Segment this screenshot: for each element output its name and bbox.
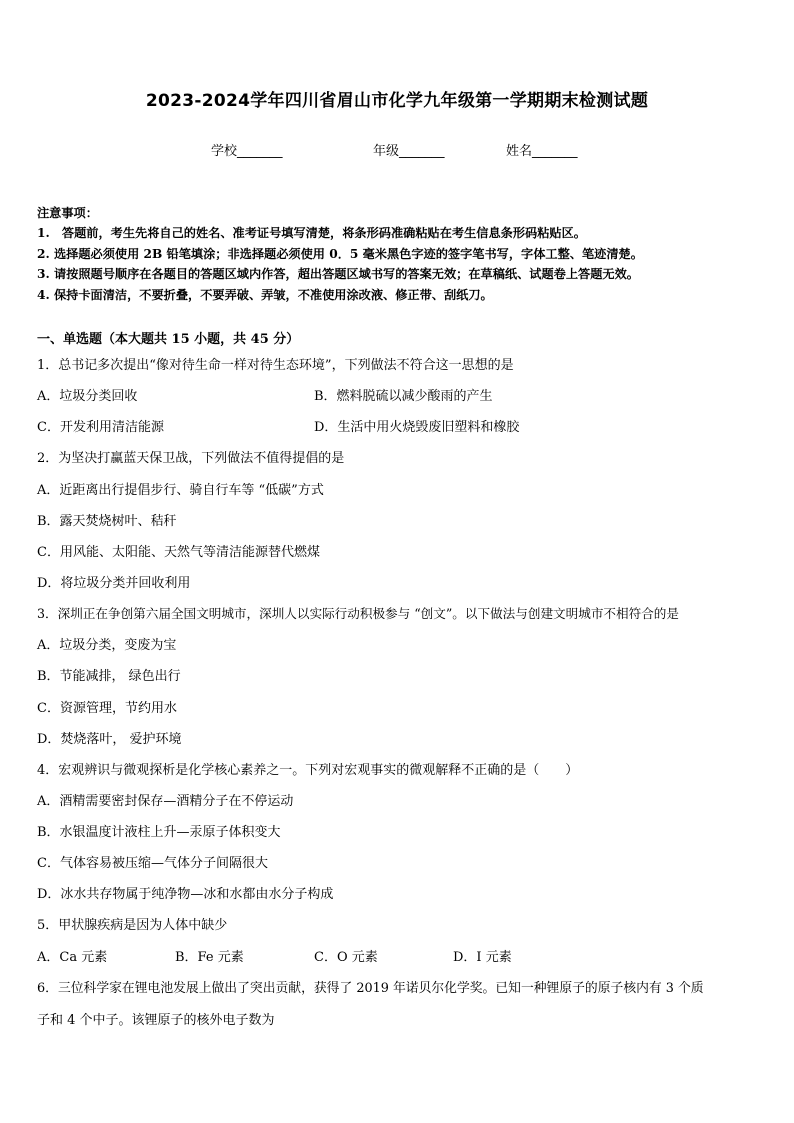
note-item: 1. 答题前，考生先将自己的姓名、准考证号填写清楚，将条形码准确粘贴在考生信息条形码粘贴区。 [37,226,586,240]
option-a: A．近距离出行提倡步行、骑自行车等 “低碳”方式 [37,483,324,498]
option-c: C．O 元素 [314,950,378,965]
option-a: A．垃圾分类，变废为宝 [37,638,177,653]
question-stem: 2．为坚决打赢蓝天保卫战，下列做法不值得提倡的是 [37,451,345,466]
option-b: B．水银温度计液柱上升—汞原子体积变大 [37,825,281,840]
school-field: 学校_______ [211,144,283,159]
question-stem-continued: 子和 4 个中子。该锂原子的核外电子数为 [37,1013,275,1028]
question-stem: 1．总书记多次提出“像对待生命一样对待生态环境”，下列做法不符合这一思想的是 [37,358,514,373]
question-stem: 4．宏观辨识与微观探析是化学核心素养之一。下列对宏观事实的微观解释不正确的是（ ） [37,763,579,778]
option-d: D．将垃圾分类并回收利用 [37,576,191,591]
option-c: C．资源管理，节约用水 [37,701,177,716]
option-d: D．I 元素 [453,950,512,965]
grade-field: 年级_______ [373,144,445,159]
option-d: D．生活中用火烧毁废旧塑料和橡胶 [314,420,520,435]
note-item: 3. 请按照题号顺序在各题目的答题区域内作答，超出答题区域书写的答案无效；在草稿纸、试题卷上答题无效。 [37,267,639,281]
option-c: C．用风能、太阳能、天然气等清洁能源替代燃煤 [37,545,320,560]
page-title: 2023-2024学年四川省眉山市化学九年级第一学期期末检测试题 [145,91,649,111]
option-d: D．冰水共存物属于纯净物—冰和水都由水分子构成 [37,887,334,902]
option-b: B．Fe 元素 [175,950,244,965]
option-a: A．垃圾分类回收 [37,389,138,404]
option-c: C．开发利用清洁能源 [37,420,164,435]
option-b: B．燃料脱硫以减少酸雨的产生 [314,389,493,404]
question-stem: 6．三位科学家在锂电池发展上做出了突出贡献，获得了 2019 年诺贝尔化学奖。已知一种锂原子的原子核内有 3 个质 [37,981,704,996]
notes-heading: 注意事项： [37,206,98,220]
section-heading: 一、单选题（本大题共 15 小题，共 45 分） [37,332,300,347]
option-a: A．酒精需要密封保存—酒精分子在不停运动 [37,794,294,809]
name-field: 姓名_______ [506,144,578,159]
note-item: 2. 选择题必须使用 2B 铅笔填涂；非选择题必须使用 0．5 毫米黑色字迹的签字笔书写，字体工整、笔迹清楚。 [37,247,643,261]
option-c: C．气体容易被压缩—气体分子间隔很大 [37,856,268,871]
option-b: B．节能减排， 绿色出行 [37,669,181,684]
option-b: B．露天焚烧树叶、秸秆 [37,514,177,529]
option-a: A．Ca 元素 [37,950,108,965]
note-item: 4. 保持卡面清洁，不要折叠，不要弄破、弄皱，不准使用涂改液、修正带、刮纸刀。 [37,288,493,302]
question-stem: 3．深圳正在争创第六届全国文明城市，深圳人以实际行动积极参与 “创文”。以下做法与创建文明城市不相符合的是 [37,606,679,621]
question-stem: 5．甲状腺疾病是因为人体中缺少 [37,918,228,933]
option-d: D．焚烧落叶， 爱护环境 [37,732,182,747]
